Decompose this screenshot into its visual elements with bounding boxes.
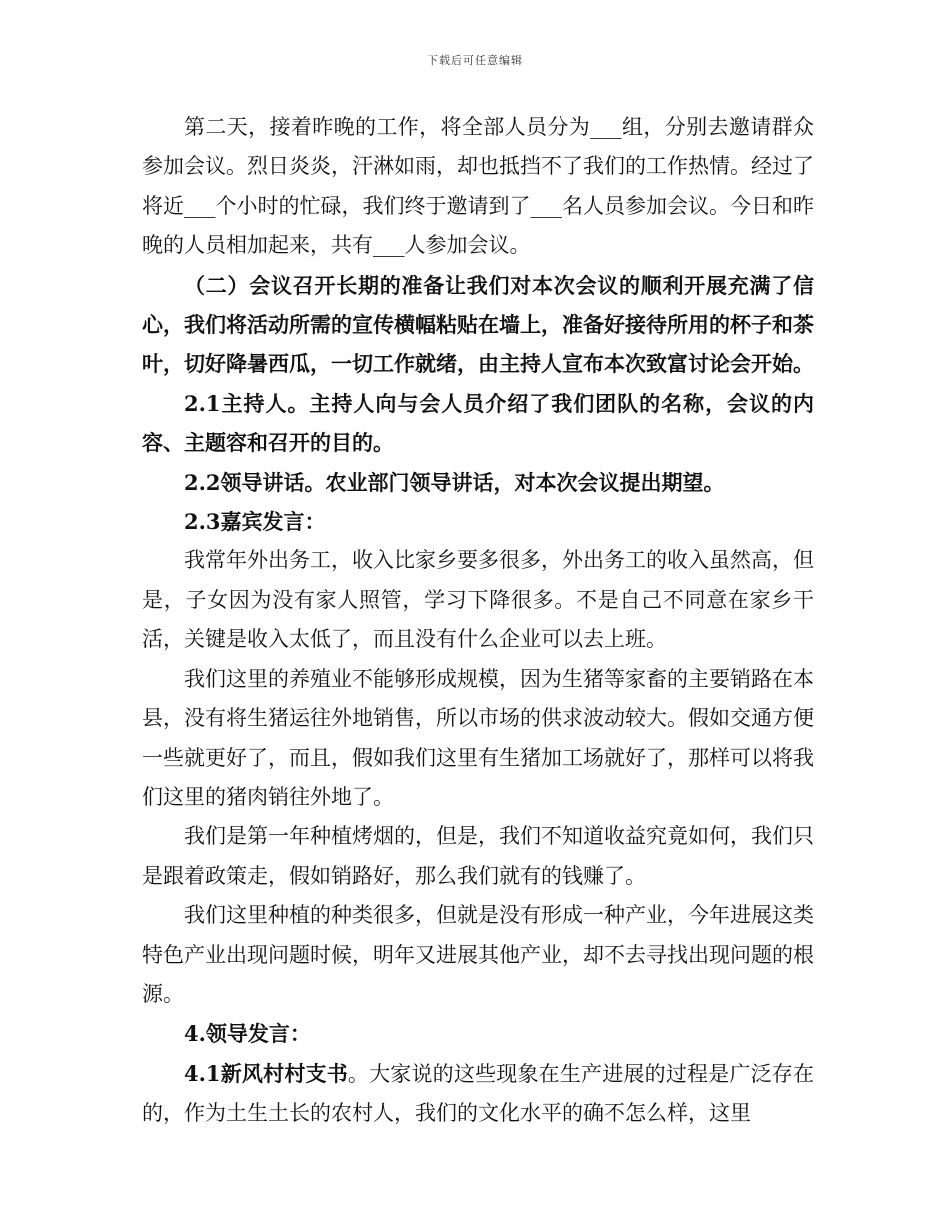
paragraph: 我们这里种植的种类很多，但就是没有形成一种产业，今年进展这类特色产业出现问题时候，明年又进展其他产业，却不去寻找出现问题的根源。	[142, 903, 814, 1006]
section-heading: （二）会议召开长期的准备让我们对本次会议的顺利开展充满了信心，我们将活动所需的宣传横幅粘贴在墙上，准备好接待所用的杯子和茶叶，切好降暑西瓜，一切工作就绪，由主持人宣布本次致富讨论会开始。	[142, 272, 814, 377]
page-header: 下载后可任意编辑	[427, 54, 523, 67]
agenda-item: 2.3嘉宾发言：	[184, 509, 326, 535]
paragraph	[142, 1054, 814, 1134]
document-body	[142, 108, 814, 1134]
paragraph-text: 。大家说的这些现象在生产进展的过程是广泛存在的，作为土生土长的农村人，我们的文化水平的确不怎么样，这里	[142, 1061, 814, 1126]
paragraph: 第二天，接着昨晚的工作，将全部人员分为___组，分别去邀请群众参加会议。烈日炎炎，汗淋如雨，却也抵挡不了我们的工作热情。经过了将近___个小时的忙碌，我们终于邀请到了___名人员参加会议。今日和昨晚的人员相加起来，共有___人参加会议。	[142, 115, 814, 258]
paragraph: 我常年外出务工，收入比家乡要多很多，外出务工的收入虽然高，但是，子女因为没有家人照管，学习下降很多。不是自己不同意在家乡干活，关键是收入太低了，而且没有什么企业可以去上班。	[142, 548, 814, 652]
paragraph: 我们这里的养殖业不能够形成规模，因为生猪等家畜的主要销路在本县，没有将生猪运往外地销售，所以市场的供求波动较大。假如交通方便一些就更好了，而且，假如我们这里有生猪加工场就好了，那样可以将我们这里的猪肉销往外地了。	[142, 666, 814, 809]
agenda-item: 2.2领导讲话。农业部门领导讲话，对本次会议提出期望。	[184, 469, 725, 495]
speaker-label: 4.1新风村村支书	[184, 1060, 348, 1086]
paragraph: 我们是第一年种植烤烟的，但是，我们不知道收益究竟如何，我们只是跟着政策走，假如销路好，那么我们就有的钱赚了。	[142, 824, 814, 888]
section-heading: 4.领导发言：	[184, 1021, 311, 1047]
agenda-item: 2.1主持人。主持人向与会人员介绍了我们团队的名称，会议的内容、主题容和召开的目的。	[142, 390, 814, 456]
